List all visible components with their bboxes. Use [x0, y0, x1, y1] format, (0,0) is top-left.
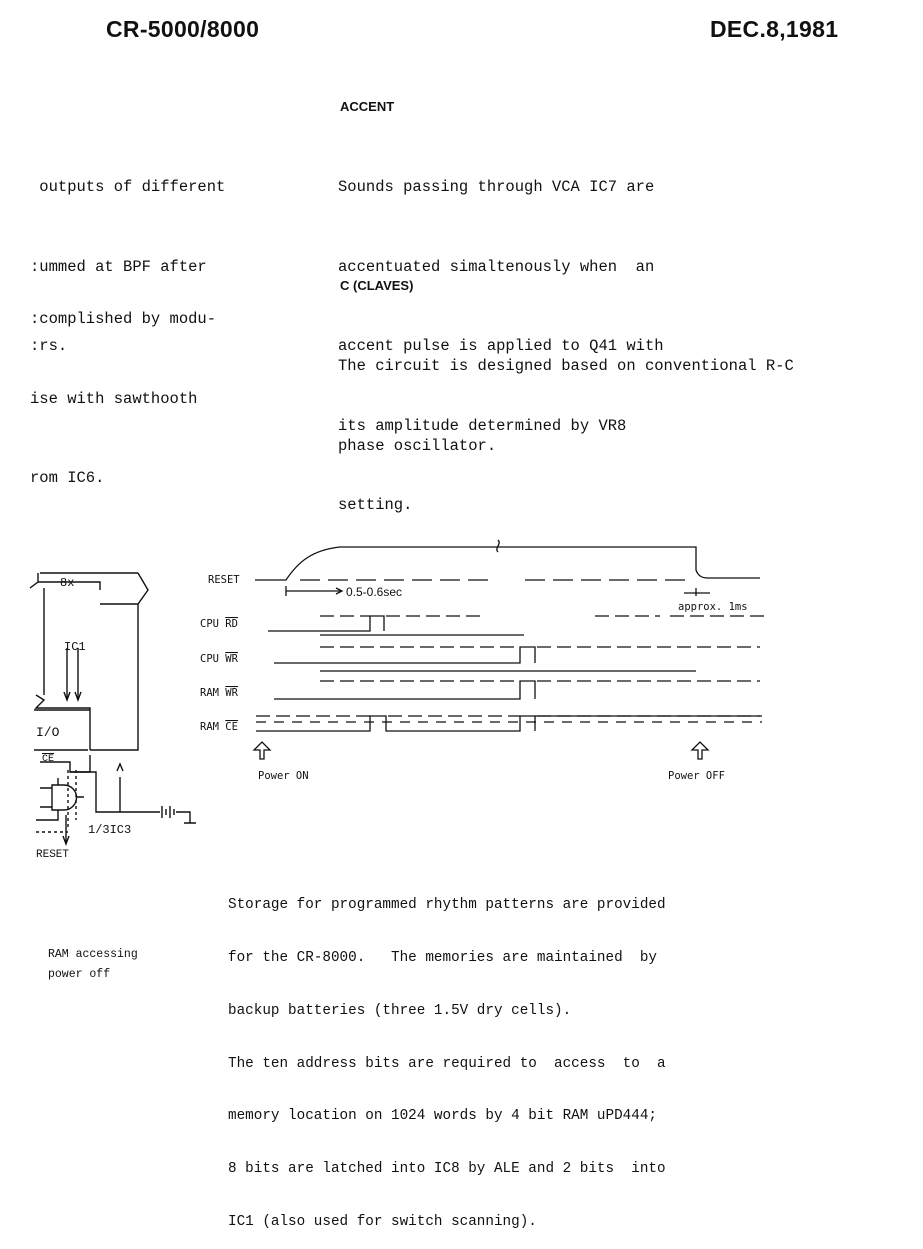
text-line: Sounds passing through VCA IC7 are [338, 178, 655, 196]
storage-paragraph [228, 862, 666, 1249]
power-on-label: Power ON [258, 770, 309, 782]
document-model-title: CR-5000/8000 [106, 16, 260, 42]
reset-waveform [255, 547, 760, 580]
power-off-label: Power OFF [668, 770, 725, 782]
text-line: phase oscillator. [338, 436, 497, 455]
text-line: :complished by modu- [30, 310, 217, 328]
gate-label: 1/3IC3 [88, 823, 132, 837]
reset-label: RESET [36, 849, 70, 860]
battery-symbol [150, 806, 196, 823]
cpu-wr-waveform [274, 647, 535, 663]
figure-caption [48, 945, 138, 985]
caption-line: RAM accessing [48, 948, 138, 961]
signal-label-ram-wr: RAM WR [200, 687, 238, 699]
io-label: I/O [36, 725, 60, 740]
approx-label: approx. 1ms [678, 601, 748, 613]
claves-paragraph [338, 300, 794, 486]
ic1-label: IC1 [64, 640, 86, 654]
delay-label: 0.5-0.6sec [346, 585, 403, 599]
power-off-arrow [692, 742, 708, 759]
text-line: ise with sawthooth [30, 389, 198, 408]
power-on-arrow [254, 742, 270, 759]
ce-label: CE [42, 754, 55, 765]
document-date: DEC.8,1981 [710, 16, 839, 42]
text-line: accent pulse is applied to Q41 with [338, 337, 664, 355]
text-line: :ummed at BPF after [30, 257, 207, 276]
text-line: outputs of different [30, 178, 226, 196]
left-paragraph-2 [30, 253, 216, 518]
claves-heading: C (CLAVES) [340, 278, 414, 293]
text-line: rom IC6. [30, 469, 105, 487]
reset-signal-label: RESET [208, 574, 240, 586]
text-line: The ten address bits are required to access to a [228, 1055, 666, 1072]
text-line: accentuated simaltenously when an [338, 257, 655, 276]
and-gate-symbol [52, 785, 77, 810]
text-line: its amplitude determined by VR8 [338, 416, 627, 435]
text-line: IC1 (also used for switch scanning). [228, 1213, 537, 1230]
timing-diagram [190, 530, 790, 790]
text-line: memory location on 1024 words by 4 bit RAM uPD444; [228, 1108, 657, 1125]
bus-arrow [30, 573, 148, 604]
text-line: for the CR-8000. The memories are maintained by [228, 949, 657, 966]
ram-ce-waveform [256, 716, 535, 731]
signal-label-ram-ce: RAM CE [200, 721, 238, 733]
cpu-rd-waveform [268, 616, 384, 631]
caption-line: power off [48, 968, 111, 981]
signal-label-cpu-wr: CPU WR [200, 653, 238, 665]
text-line: backup batteries (three 1.5V dry cells). [228, 1002, 572, 1019]
signal-label-cpu-rd: CPU RD [200, 618, 238, 630]
ram-wr-waveform [274, 681, 535, 699]
bus-label: 8x [60, 576, 75, 590]
text-line: 8 bits are latched into IC8 by ALE and 2 bits into [228, 1161, 666, 1178]
text-line: :rs. [30, 337, 68, 355]
text-line: setting. [338, 496, 413, 514]
accent-heading: ACCENT [340, 99, 395, 114]
text-line: The circuit is designed based on conventional R-C [338, 357, 794, 375]
text-line: Storage for programmed rhythm patterns are provided [228, 897, 666, 914]
schematic-diagram [0, 520, 210, 860]
